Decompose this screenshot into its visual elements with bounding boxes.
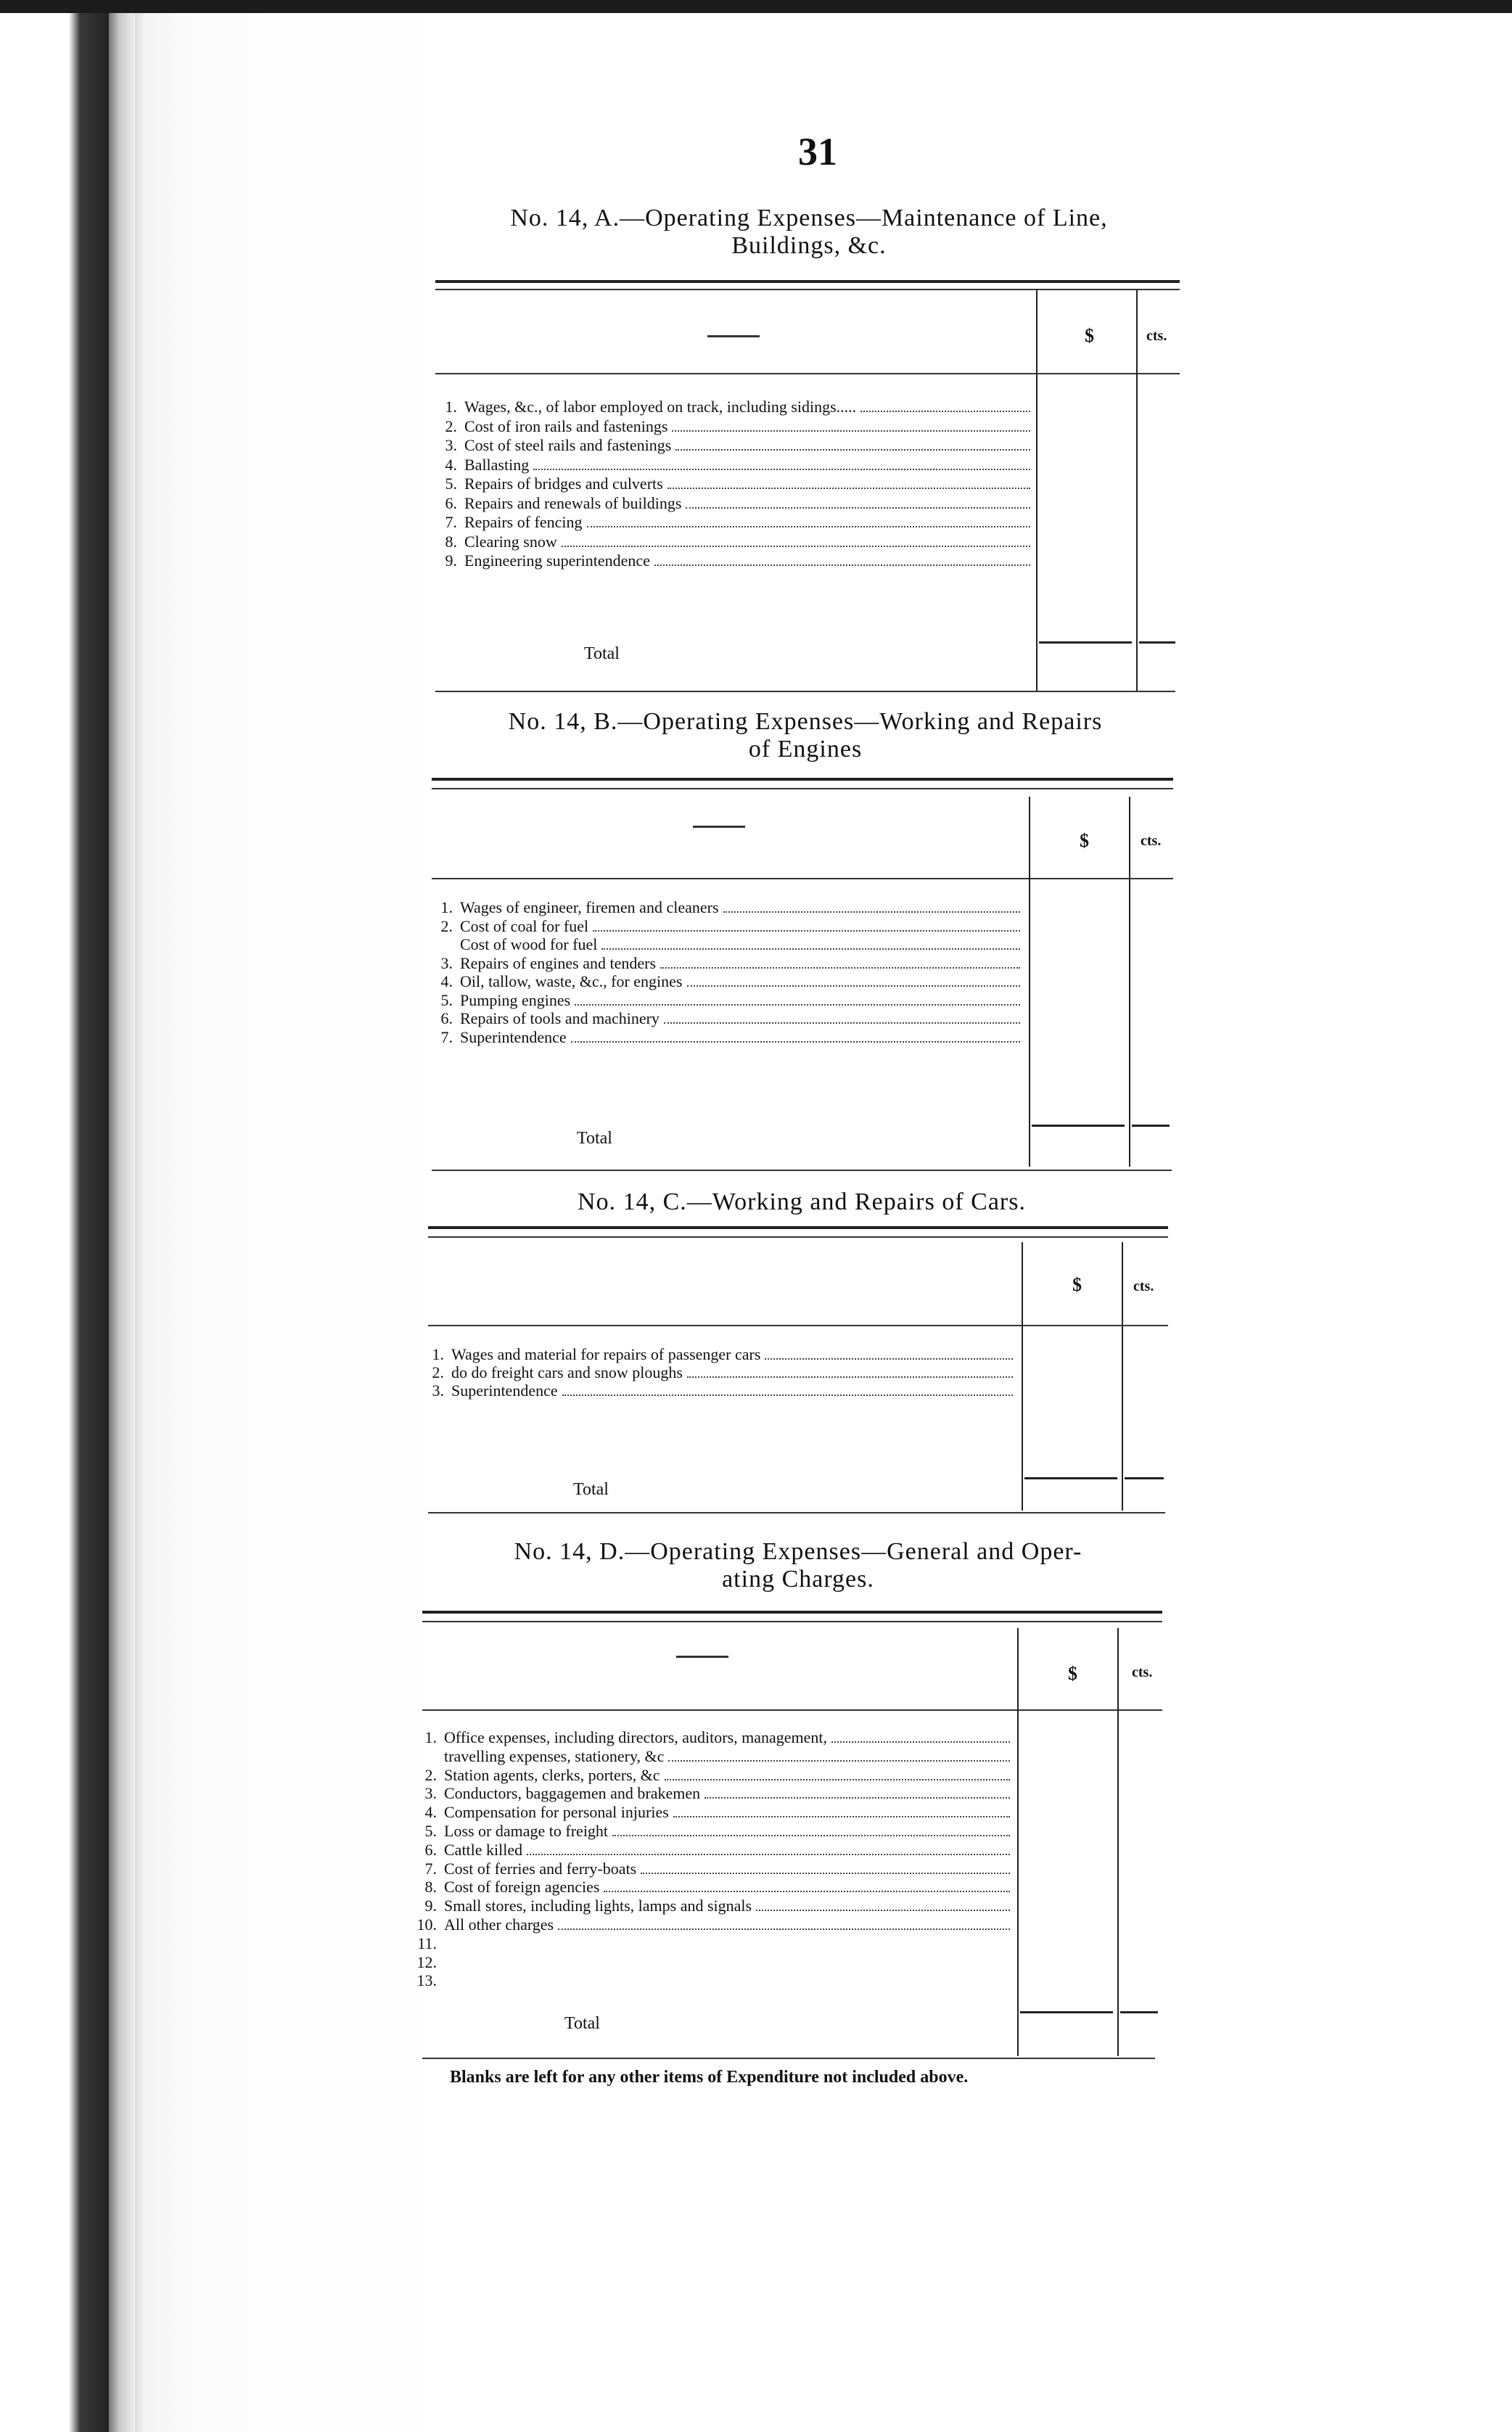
dot-leader [668,1760,1010,1762]
section-c-col-divider-1 [1022,1242,1023,1511]
item-number: 7. [440,1028,453,1046]
section-a-header-rule [435,373,1180,374]
section-c-total-cents-line [1125,1477,1164,1479]
item-text: Repairs of bridges and culverts [464,475,663,493]
list-item [415,1822,1016,1841]
item-number: 10. [416,1915,437,1934]
section-c-top-rule-2 [428,1236,1168,1238]
dot-leader [765,1358,1013,1360]
item-text: Wages, &c., of labor employed on track, including sidings..... [464,398,857,416]
list-item [415,1915,1016,1934]
item-text: Wages and material for repairs of passenger cars [451,1345,761,1363]
section-a-title [435,205,1183,260]
section-b-header-rule [432,878,1173,879]
list-item [422,1363,1019,1382]
item-text: Repairs and renewals of buildings [464,494,682,512]
list-item [435,551,1036,570]
list-item [422,1345,1019,1364]
dot-leader [575,1004,1020,1006]
section-a-col-divider-2 [1136,290,1138,691]
dot-leader [562,1394,1013,1396]
dot-leader [571,1041,1020,1043]
item-number: 7. [424,1860,437,1878]
section-c-header-rule [428,1325,1168,1326]
item-text: Compensation for personal injuries [444,1803,669,1821]
section-a-bottom-rule [435,691,1175,692]
list-item [431,954,1026,973]
dot-leader [673,1816,1010,1817]
section-a-total-cents-line [1139,641,1175,644]
item-number: 1. [432,1345,444,1363]
section-a-total-dollar-line [1039,641,1132,644]
dot-leader [533,469,1030,470]
item-text: Ballasting [464,456,530,474]
item-text: Cattle killed [444,1841,523,1859]
item-text: Cost of foreign agencies [444,1878,600,1896]
list-item [422,1381,1019,1400]
item-number: 12. [416,1953,437,1971]
dot-leader [664,1022,1020,1024]
item-number: 1. [424,1728,437,1746]
item-number: 4. [440,972,453,990]
item-text: Engineering superintendence [464,551,650,570]
dot-leader [687,1376,1013,1378]
section-b-total-label: Total [577,1129,612,1148]
section-b-title-line2: of Engines [748,736,863,763]
section-a-top-rule-2 [435,289,1180,290]
section-d-header-dash [676,1656,728,1658]
item-number: 1. [440,898,453,916]
dot-leader [527,1854,1010,1855]
list-item [415,1953,1016,1972]
item-number: 9. [424,1897,437,1915]
section-a-cents-header: cts. [1146,328,1167,344]
item-number: 5. [445,475,457,493]
section-c-bottom-rule [428,1512,1165,1513]
dot-leader [641,1873,1010,1874]
item-text: Cost of steel rails and fastenings [464,436,672,454]
scan-top-border [0,0,1512,13]
list-item [435,456,1036,475]
item-number: 9. [445,551,457,570]
section-b-top-rule-2 [432,788,1173,789]
section-b-col-divider-2 [1129,797,1130,1167]
section-a-title-line2: Buildings, &c. [731,232,887,259]
list-item [415,1878,1016,1897]
dot-leader [612,1835,1010,1836]
section-a-header-dash [707,335,760,337]
list-item [415,1766,1016,1785]
dot-leader [860,411,1030,412]
item-text: All other charges [444,1915,554,1934]
section-c-title [428,1188,1175,1216]
item-number: 6. [445,494,457,512]
item-number: 3. [432,1381,444,1400]
item-number: 2. [445,417,457,435]
list-item [415,1934,1016,1953]
item-number: 2. [424,1766,437,1784]
list-item [415,1728,1016,1747]
section-d-top-rule [422,1611,1162,1614]
section-b-title-line1: No. 14, B.—Operating Expenses—Working and Repairs [508,708,1103,735]
list-item [435,513,1036,532]
item-text: do do freight cars and snow ploughs [451,1363,683,1381]
item-text: Conductors, baggagemen and brakemen [444,1784,701,1802]
section-d-total-label: Total [564,2014,600,2033]
section-d-title-line2: ating Charges. [722,1566,874,1593]
item-number: 4. [424,1803,437,1821]
dot-leader [562,546,1030,547]
item-number: 3. [424,1784,437,1802]
list-item [415,1897,1016,1915]
section-b-bottom-rule [432,1170,1172,1171]
item-text: Cost of iron rails and fastenings [464,417,668,435]
section-d-dollars-header: $ [1068,1663,1077,1684]
section-a-col-divider-1 [1036,290,1038,691]
list-item [431,917,1026,936]
item-text: Repairs of engines and tenders [460,954,657,972]
section-a-title-line1: No. 14, A.—Operating Expenses—Maintenance of Line, [510,205,1108,231]
item-number: 3. [445,436,457,454]
section-c-title-line1: No. 14, C.—Working and Repairs of Cars. [578,1188,1026,1215]
item-number: 7. [445,513,457,531]
item-text: Small stores, including lights, lamps and signals [444,1897,752,1915]
item-text: Repairs of tools and machinery [460,1009,660,1027]
section-d-cents-header: cts. [1132,1664,1153,1680]
item-number: 3. [440,954,453,972]
item-text: Clearing snow [464,533,557,551]
section-d-col-divider-1 [1017,1628,1019,2056]
dot-leader [593,930,1020,932]
section-d-total [564,2014,600,2034]
section-a-total [584,644,620,664]
list-item [435,436,1036,455]
section-b-col-divider-1 [1029,797,1030,1167]
item-number: 8. [424,1878,437,1896]
item-number: 2. [432,1363,444,1381]
dot-leader [723,911,1020,913]
item-number: 5. [440,991,453,1009]
item-number: 6. [440,1009,453,1027]
item-text: Cost of ferries and ferry-boats [444,1860,637,1878]
item-text: Pumping engines [460,991,571,1009]
list-item [431,972,1026,991]
list-item [415,1803,1016,1822]
item-text: travelling expenses, stationery, &c [444,1747,665,1765]
dot-leader [587,526,1031,527]
list-item [415,1860,1016,1878]
list-item [415,1784,1016,1803]
page-edge-shadow [0,0,109,2432]
list-item [431,1028,1026,1047]
item-text: Superintendence [451,1381,558,1400]
section-c-cents-header: cts. [1133,1278,1154,1294]
section-c-dollars-header: $ [1072,1274,1082,1295]
section-a-total-label: Total [584,644,620,663]
item-number: 6. [424,1841,437,1859]
dot-leader [558,1928,1010,1930]
list-item [435,475,1036,493]
list-item [435,494,1036,513]
section-d-col-divider-2 [1117,1628,1119,2056]
item-text: Superintendence [460,1028,567,1046]
binding-spine [109,0,135,2432]
item-number: 5. [424,1822,437,1840]
dot-leader [654,564,1030,566]
list-item [431,1009,1026,1028]
item-text: Cost of wood for fuel [460,935,598,953]
dot-leader [604,1891,1010,1892]
item-text: Repairs of fencing [464,513,583,531]
list-item [435,398,1036,416]
item-number: 4. [445,456,457,474]
item-number: 2. [440,917,453,935]
item-number: 8. [445,533,457,551]
footnote: Blanks are left for any other items of Expenditure not included above. [450,2068,969,2087]
section-b-total [577,1129,612,1149]
section-b-total-dollar-line [1032,1125,1125,1127]
list-item [435,533,1036,551]
item-text: Office expenses, including directors, auditors, management, [444,1728,828,1746]
page-number: 31 [798,130,837,173]
section-d-total-cents-line [1120,2011,1158,2013]
item-text: Loss or damage to freight [444,1822,609,1840]
section-b-total-cents-line [1132,1125,1170,1127]
list-item [435,417,1036,436]
list-item [415,1841,1016,1860]
item-number: 1. [445,398,457,416]
section-c-top-rule [428,1226,1168,1229]
section-c-total-dollar-line [1024,1477,1117,1479]
section-c-col-divider-2 [1122,1242,1123,1511]
section-b-title [432,708,1179,763]
item-text: Station agents, clerks, porters, &c [444,1766,660,1784]
section-c-total-label: Total [573,1480,609,1499]
list-item [415,1971,1016,1990]
list-item [415,1747,1016,1766]
section-d-header-rule [422,1709,1162,1711]
item-number: 13. [416,1971,437,1989]
section-b-top-rule [432,778,1173,781]
item-text: Cost of coal for fuel [460,917,589,935]
list-item [431,935,1026,954]
section-c-total [573,1480,609,1500]
dot-leader [601,948,1020,950]
section-a-dollars-header: $ [1085,325,1094,346]
section-b-header-dash [693,826,745,828]
dot-leader [704,1797,1010,1799]
dot-leader [665,1779,1010,1780]
dot-leader [831,1741,1010,1743]
section-d-top-rule-2 [422,1621,1162,1622]
list-item [431,991,1026,1010]
item-text: Oil, tallow, waste, &c., for engines [460,972,683,990]
dot-leader [672,430,1030,432]
section-d-bottom-rule [422,2058,1155,2059]
section-d-title [421,1538,1175,1593]
dot-leader [756,1910,1010,1911]
section-b-cents-header: cts. [1141,833,1162,849]
section-b-dollars-header: $ [1080,830,1089,851]
dot-leader [687,985,1021,987]
list-item [431,898,1026,917]
item-text: Wages of engineer, firemen and cleaners [460,898,719,916]
section-d-title-line1: No. 14, D.—Operating Expenses—General and Oper- [514,1538,1082,1565]
section-d-total-dollar-line [1020,2011,1113,2013]
section-a-top-rule [435,280,1180,283]
dot-leader [660,967,1020,969]
item-number: 11. [417,1934,437,1952]
dot-leader [675,449,1030,451]
dot-leader [667,488,1030,489]
dot-leader [686,507,1030,509]
